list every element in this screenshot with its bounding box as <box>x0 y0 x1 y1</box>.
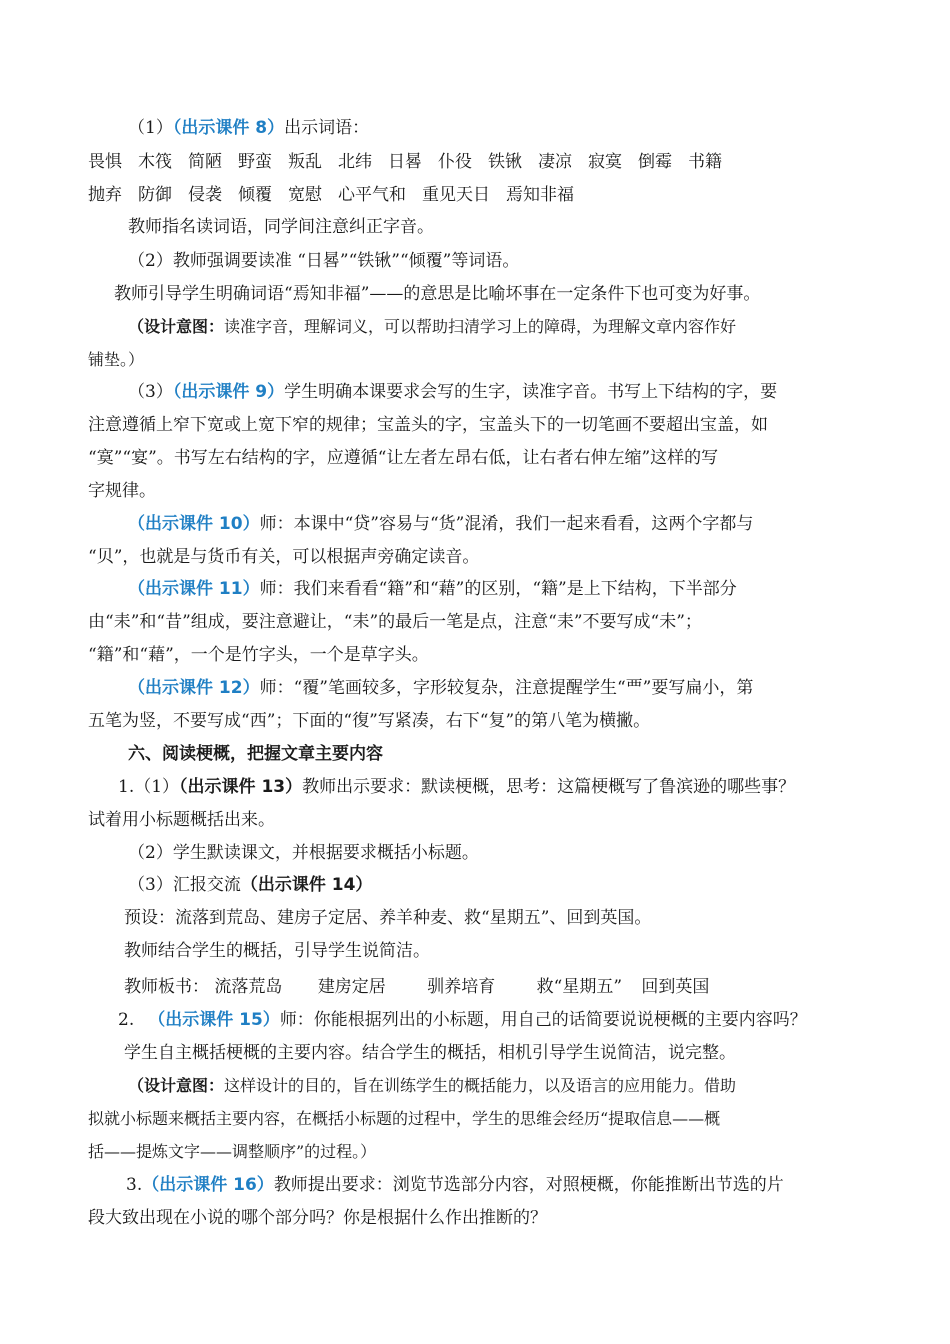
paragraph: “寞”“宴”。书写左右结构的字，应遵循“让左者左昂右低，让右者右伸左缩”这样的写 <box>88 448 719 468</box>
vocab-word: 凄凉 <box>538 152 572 172</box>
paragraph: 由“耒”和“昔”组成，要注意避让，“耒”的最后一笔是点，注意“耒”不要写成“未”； <box>88 612 702 632</box>
vocab-word: 叛乱 <box>288 152 322 172</box>
courseware-12-line: （出示课件 12）师：“覆”笔画较多，字形较复杂，注意提醒学生“覀”要写扁小，第 <box>128 678 754 698</box>
question-2-line: 2. （出示课件 15）师：你能根据列出的小标题，用自己的话简要说说梗概的主要内容吗？ <box>118 1010 807 1030</box>
courseware-10-line: （出示课件 10）师：本课中“贷”容易与“货”混淆，我们一起来看看，这两个字都与 <box>128 514 754 534</box>
question-1-step-3: （3）汇报交流（出示课件 14） <box>128 875 373 895</box>
paragraph: 段大致出现在小说的哪个部分吗？你是根据什么作出推断的？ <box>88 1208 547 1228</box>
vocab-word: 心平气和 <box>338 185 406 205</box>
step-1-line: （1）（出示课件 8）出示词语： <box>128 118 370 138</box>
vocab-word: 野蛮 <box>238 152 272 172</box>
vocab-word: 焉知非福 <box>506 185 574 205</box>
vocab-word: 宽慰 <box>288 185 322 205</box>
courseware-10-label: （出示课件 10） <box>128 514 260 534</box>
step-3-line: （3）（出示课件 9）学生明确本课要求会写的生字，读准字音。书写上下结构的字，要 <box>128 382 778 402</box>
vocab-word: 重见天日 <box>422 185 490 205</box>
board-item: 流落荒岛 <box>214 977 283 997</box>
design-intent-1-cont: 铺垫。） <box>88 350 145 369</box>
paragraph: 五笔为竖，不要写成“西”；下面的“復”写紧凑，右下“复”的第八笔为横撇。 <box>88 711 651 731</box>
design-intent-2: （设计意图：这样设计的目的，旨在训练学生的概括能力，以及语言的应用能力。借助 <box>128 1076 737 1095</box>
design-intent-label: 设计意图： <box>144 1076 225 1095</box>
question-1-line: 1.（1）（出示课件 13）教师出示要求：默读梗概，思考：这篇梗概写了鲁滨逊的哪些事？ <box>118 777 796 797</box>
paragraph: 教师引导学生明确词语“焉知非福”——的意思是比喻坏事在一定条件下也可变为好事。 <box>114 284 761 304</box>
design-intent-1: （设计意图：读准字音，理解词义，可以帮助扫清学习上的障碍，为理解文章内容作好 <box>128 317 737 336</box>
vocab-word: 侵袭 <box>188 185 222 205</box>
vocab-row-2 <box>88 184 590 206</box>
paragraph: 教师结合学生的概括，引导学生说简洁。 <box>124 941 430 961</box>
vocab-word: 铁锹 <box>488 152 522 172</box>
courseware-8-label: （出示课件 8） <box>172 118 285 138</box>
vocab-word: 倒霉 <box>638 152 672 172</box>
vocab-word: 抛弃 <box>88 185 122 205</box>
design-intent-label: 设计意图： <box>144 317 225 336</box>
blackboard-line: 教师板书： 流落荒岛 建房定居 驯养培育 救“星期五” 回到英国 <box>124 977 710 997</box>
paragraph: “贝”，也就是与货币有关，可以根据声旁确定读音。 <box>88 547 480 567</box>
board-item: 回到英国 <box>641 977 710 997</box>
courseware-12-label: （出示课件 12） <box>128 678 260 698</box>
paragraph: 注意遵循上窄下宽或上宽下窄的规律；宝盖头的字，宝盖头下的一切笔画不要超出宝盖，如 <box>88 415 768 435</box>
courseware-11-line: （出示课件 11）师：我们来看看“籍”和“藉”的区别，“籍”是上下结构，下半部分 <box>128 579 737 599</box>
design-intent-2-cont: 括——提炼文字——调整顺序”的过程。） <box>88 1142 377 1161</box>
paragraph: 试着用小标题概括出来。 <box>88 810 275 830</box>
courseware-11-label: （出示课件 11） <box>128 579 260 599</box>
courseware-14-label: （出示课件 14） <box>240 875 373 895</box>
vocab-row-1 <box>88 151 738 173</box>
vocab-word: 书籍 <box>688 152 722 172</box>
courseware-9-label: （出示课件 9） <box>172 382 285 402</box>
paragraph: 学生自主概括梗概的主要内容。结合学生的概括，相机引导学生说简洁，说完整。 <box>124 1043 736 1063</box>
paragraph: 预设：流落到荒岛、建房子定居、养羊种麦、救“星期五”、回到英国。 <box>124 908 652 928</box>
paragraph: （2）学生默读课文，并根据要求概括小标题。 <box>128 843 479 863</box>
paragraph: “籍”和“藉”，一个是竹字头，一个是草字头。 <box>88 645 429 665</box>
section-heading: 六、阅读梗概，把握文章主要内容 <box>128 744 383 764</box>
board-item: 驯养培育 <box>427 977 496 997</box>
question-3-line: 3.（出示课件 16）教师提出要求：浏览节选部分内容，对照梗概，你能推断出节选的片 <box>126 1175 784 1195</box>
vocab-word: 寂寞 <box>588 152 622 172</box>
vocab-word: 简陋 <box>188 152 222 172</box>
vocab-word: 北纬 <box>338 152 372 172</box>
vocab-word: 倾覆 <box>238 185 272 205</box>
board-item: 建房定居 <box>317 977 386 997</box>
paragraph: （2）教师强调要读准 “日晷”“铁锹”“倾覆”等词语。 <box>128 251 520 271</box>
vocab-word: 仆役 <box>438 152 472 172</box>
courseware-13-label: （出示课件 13） <box>179 777 303 797</box>
paragraph: 教师指名读词语，同学间注意纠正字音。 <box>128 217 434 237</box>
courseware-16-label: （出示课件 16） <box>142 1175 274 1195</box>
vocab-word: 木筏 <box>138 152 172 172</box>
vocab-word: 畏惧 <box>88 152 122 172</box>
vocab-word: 防御 <box>138 185 172 205</box>
paragraph: 字规律。 <box>88 481 156 501</box>
courseware-15-label: （出示课件 15） <box>148 1010 280 1030</box>
board-item: 救“星期五” <box>536 977 623 997</box>
vocab-word: 日晷 <box>388 152 422 172</box>
design-intent-2-cont: 拟就小标题来概括主要内容，在概括小标题的过程中，学生的思维会经历“提取信息——概 <box>88 1109 721 1128</box>
